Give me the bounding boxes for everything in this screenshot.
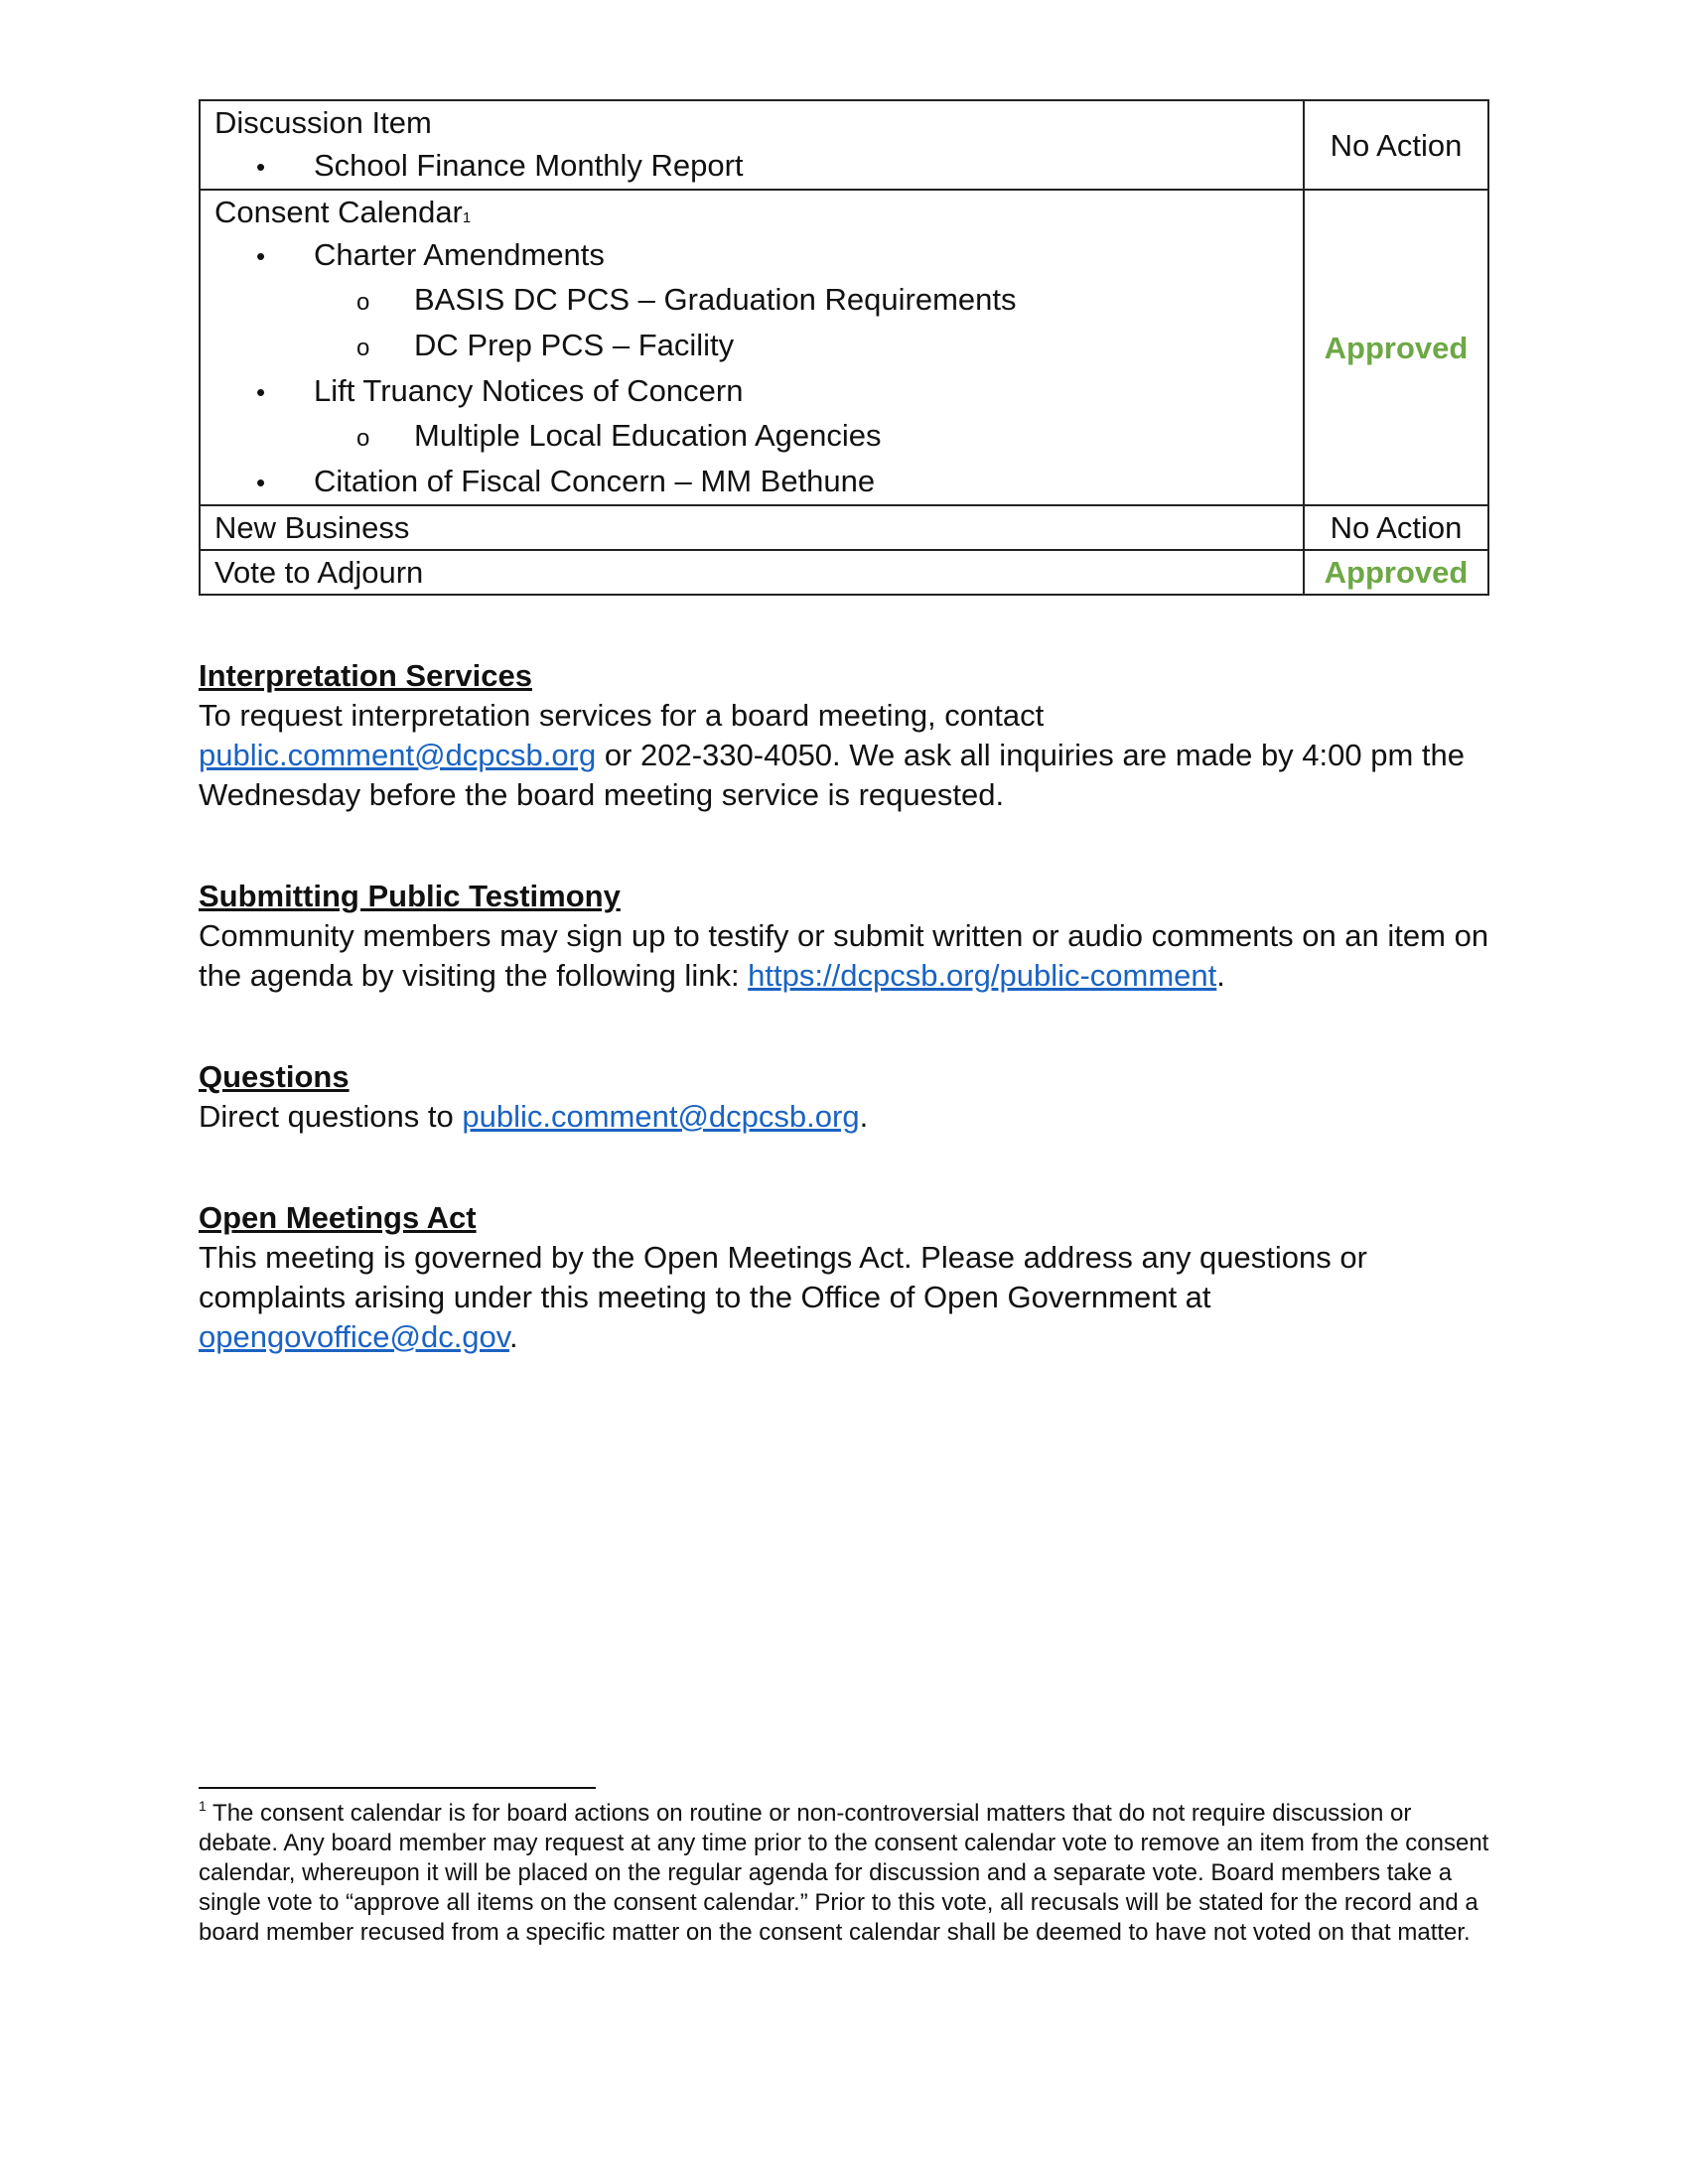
item-title: Consent Calendar 1 [214, 195, 472, 229]
public-comment-link[interactable]: https://dcpcsb.org/public-comment [748, 958, 1217, 993]
agenda-item-cell [200, 100, 1304, 190]
footnote-text: The consent calendar is for board actions on routine or non-controversial matters that do not require discussion or debate. Any board member may request at any time prior to the consent calendar vote to remove an item from the consent calendar, whereupon it will be placed on the regular agenda for discussion and a separate vote. Board members take a single vote to “approve all items on the consent calendar.” Prior to this vote, all recusals will be stated for the record and a board member recused from a specific matter on the consent calendar shall be deemed to have not voted on that matter. [199, 1800, 1489, 1946]
sub-bullet-item: o DC Prep PCS – Facility [214, 324, 1289, 369]
item-title: Vote to Adjourn [200, 550, 1304, 595]
sub-bullet-item: o BASIS DC PCS – Graduation Requirements [214, 278, 1289, 324]
footnote-marker: 1 [199, 1798, 207, 1814]
section-text: Community members may sign up to testify or submit written or audio comments on an item on the agenda by visiting the following link: https://dcpcsb.org/public-comment. [199, 918, 1489, 993]
agenda-table [199, 99, 1489, 596]
section-questions [199, 1057, 1489, 1137]
agenda-row-new-business [200, 505, 1488, 550]
section-interpretation [199, 656, 1489, 815]
footnote [199, 1799, 1489, 1948]
footnote-separator [199, 1787, 596, 1789]
action-status: No Action [1304, 505, 1488, 550]
action-status-approved: Approved [1304, 190, 1488, 505]
action-status-approved: Approved [1304, 550, 1488, 595]
section-heading: Submitting Public Testimony [199, 879, 621, 913]
sub-bullet-icon: o [356, 289, 370, 316]
bullet-icon: • [256, 241, 266, 271]
section-testimony [199, 877, 1489, 996]
sub-bullet-item: o Multiple Local Education Agencies [214, 414, 1289, 460]
bullet-item: • Lift Truancy Notices of Concern [214, 369, 1289, 414]
section-text: This meeting is governed by the Open Meetings Act. Please address any questions or complaints arising under this meeting to the Office of Open Government at opengovoffice@dc.gov. [199, 1240, 1367, 1354]
section-heading: Interpretation Services [199, 658, 532, 693]
agenda-row-consent [200, 190, 1488, 505]
item-title: New Business [200, 505, 1304, 550]
bullet-item: • Citation of Fiscal Concern – MM Bethune [214, 460, 1289, 504]
item-title: Discussion Item [214, 105, 432, 140]
agenda-row-adjourn [200, 550, 1488, 595]
bullet-item: • School Finance Monthly Report [214, 144, 1289, 189]
bullet-icon: • [256, 468, 266, 497]
agenda-item-cell [200, 190, 1304, 505]
document-page [199, 99, 1489, 1357]
sub-bullet-icon: o [356, 425, 370, 452]
section-text: Direct questions to public.comment@dcpcsb.org. [199, 1099, 869, 1134]
bullet-item: • Charter Amendments [214, 233, 1289, 278]
email-link[interactable]: opengovoffice@dc.gov [199, 1319, 509, 1354]
email-link[interactable]: public.comment@dcpcsb.org [462, 1099, 860, 1134]
section-heading: Open Meetings Act [199, 1200, 477, 1235]
section-heading: Questions [199, 1059, 350, 1094]
bullet-icon: • [256, 377, 266, 407]
section-open-meetings [199, 1198, 1489, 1357]
bullet-icon: • [256, 152, 266, 182]
sub-bullet-icon: o [356, 335, 370, 361]
section-text: To request interpretation services for a board meeting, contact public.comment@dcpcsb.org or 202-330-4050. We ask all inquiries are made by 4:00 pm the Wednesday before the board meeting service is requested. [199, 698, 1466, 812]
email-link[interactable]: public.comment@dcpcsb.org [199, 738, 597, 772]
agenda-row-discussion [200, 100, 1488, 190]
action-status: No Action [1304, 100, 1488, 190]
